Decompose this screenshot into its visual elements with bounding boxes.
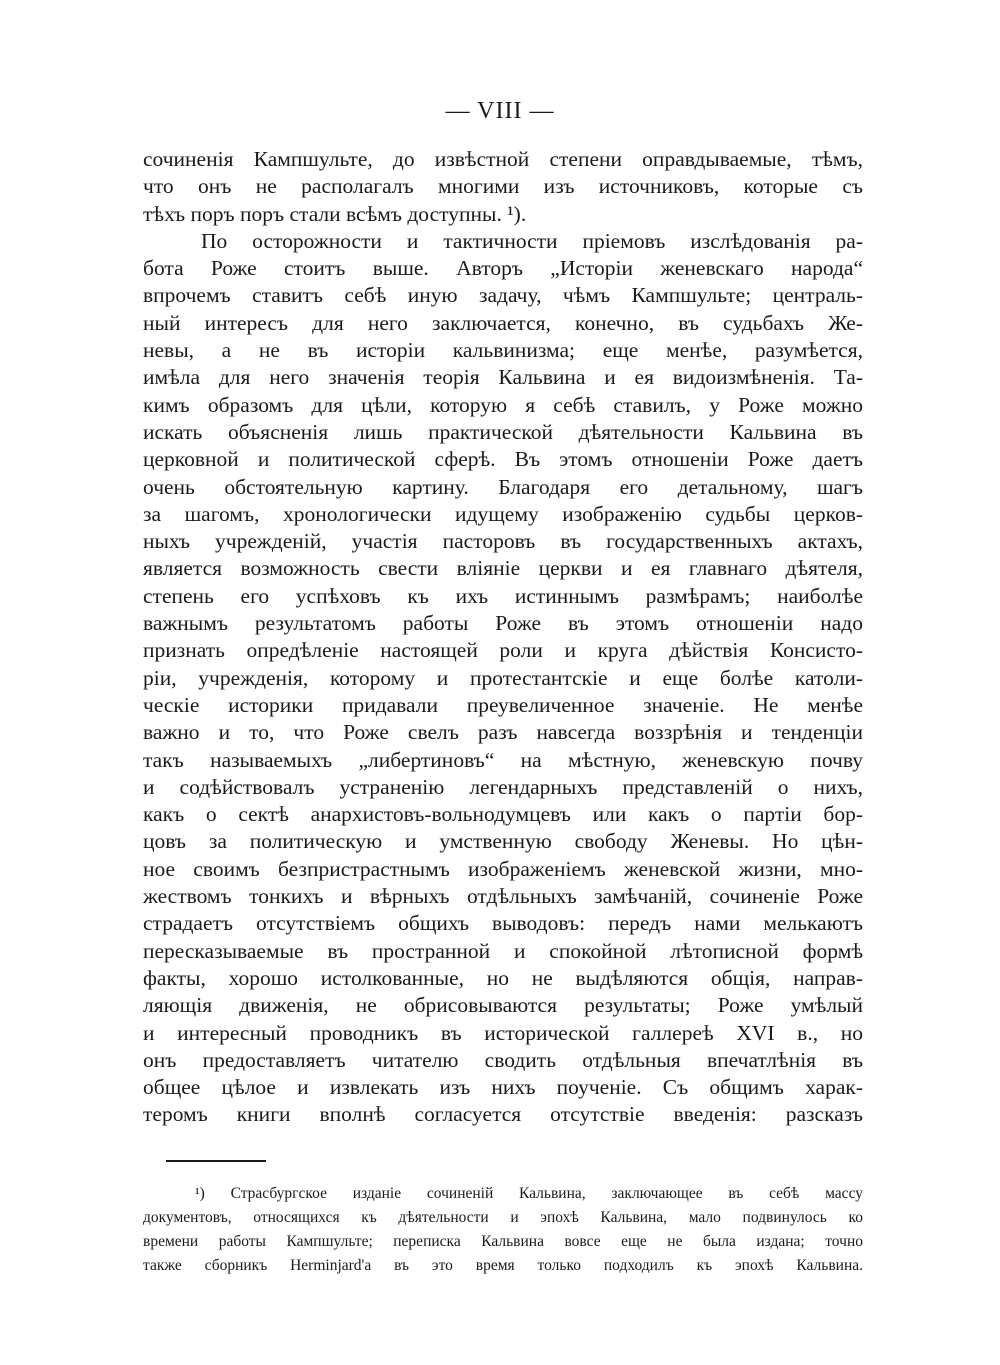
text-line: и интересный проводникъ въ исторической галлереѣ XVI в., но bbox=[143, 1020, 863, 1045]
text-line: пересказываемые въ пространной и спокойной лѣтописной формѣ bbox=[143, 938, 863, 963]
text-line: бота Роже стоитъ выше. Авторъ „Исторіи женевскаго народа“ bbox=[143, 256, 863, 281]
text-line: такъ называемыхъ „либертиновъ“ на мѣстную, женевскую почву bbox=[143, 747, 863, 772]
text-line: важнымъ результатомъ работы Роже въ этомъ отношеніи надо bbox=[143, 611, 863, 636]
text-line: ное своимъ безпристрастнымъ изображеніемъ женевской жизни, мно- bbox=[143, 856, 863, 881]
text-line: степень его успѣховъ къ ихъ истиннымъ размѣрамъ; наиболѣе bbox=[143, 583, 863, 608]
text-line: за шагомъ, хронологически идущему изображенію судьбы церков- bbox=[143, 501, 863, 526]
text-line: какъ о сектѣ анархистовъ-вольнодумцевъ или какъ о партіи бор- bbox=[143, 802, 863, 827]
footnote-line: ¹) Страсбургское изданіе сочиненій Кальвина, заключающее въ себѣ массу bbox=[195, 1185, 863, 1202]
text-line: тѣхъ поръ поръ стали всѣмъ доступны. ¹). bbox=[143, 201, 527, 226]
text-line: признать опредѣленіе настоящей роли и круга дѣйствія Консисто- bbox=[143, 638, 863, 663]
paragraph-first-line: По осторожности и тактичности пріемовъ изслѣдованія ра- bbox=[201, 228, 863, 253]
footnote-line: документовъ, относящихся къ дѣятельности и эпохѣ Кальвина, мало подвинулось ко bbox=[143, 1209, 863, 1226]
text-line: цовъ за политическую и умственную свободу Женевы. Но цѣн- bbox=[143, 829, 863, 854]
footnote-divider bbox=[166, 1160, 266, 1162]
text-line: очень обстоятельную картину. Благодаря его детальному, шагъ bbox=[143, 474, 863, 499]
text-line: искать объясненія лишь практической дѣятельности Кальвина въ bbox=[143, 419, 863, 444]
footnote-line: также сборникъ Herminjard'а въ это время только подходилъ къ эпохѣ Кальвина. bbox=[143, 1257, 863, 1274]
footnotes bbox=[143, 1182, 863, 1278]
text-line: ческіе историки придавали преувеличенное значеніе. Не менѣе bbox=[143, 692, 863, 717]
text-line: общее цѣлое и извлекать изъ нихъ поученіе. Съ общимъ харак- bbox=[143, 1075, 863, 1100]
text-line: невы, а не въ исторіи кальвинизма; еще менѣе, разумѣется, bbox=[143, 338, 863, 363]
text-line: теромъ книги вполнѣ согласуется отсутствіе введенія: разсказъ bbox=[143, 1102, 863, 1127]
text-line: жествомъ тонкихъ и вѣрныхъ отдѣльныхъ замѣчаній, сочиненіе Роже bbox=[143, 884, 863, 909]
footnote-line: времени работы Кампшульте; переписка Кальвина вовсе еще не была издана; точно bbox=[143, 1233, 863, 1250]
text-line: и содѣйствовалъ устраненію легендарныхъ представленій о нихъ, bbox=[143, 774, 863, 799]
text-line: важно и то, что Роже свелъ разъ навсегда воззрѣнія и тенденціи bbox=[143, 720, 863, 745]
text-line: что онъ не располагалъ многими изъ источниковъ, которые съ bbox=[143, 174, 863, 199]
text-line: ныхъ учрежденій, участія пасторовъ въ государственныхъ актахъ, bbox=[143, 529, 863, 554]
text-line: является возможность свести вліяніе церкви и ея главнаго дѣятеля, bbox=[143, 556, 863, 581]
text-line: кимъ образомъ для цѣли, которую я себѣ ставилъ, у Роже можно bbox=[143, 392, 863, 417]
text-line: впрочемъ ставитъ себѣ иную задачу, чѣмъ Кампшульте; централь- bbox=[143, 283, 863, 308]
text-line: онъ предоставляетъ читателю сводить отдѣльныя впечатлѣнія въ bbox=[143, 1047, 863, 1072]
text-line: факты, хорошо истолкованные, но не выдѣляются общія, направ- bbox=[143, 965, 863, 990]
text-line: церковной и политической сферѣ. Въ этомъ отношеніи Роже даетъ bbox=[143, 447, 863, 472]
page-number: — VIII — bbox=[445, 98, 555, 124]
text-line: ріи, учрежденія, которому и протестантскіе и еще болѣе католи- bbox=[143, 665, 863, 690]
text-line: ляющія движенія, не обрисовываются результаты; Роже умѣлый bbox=[143, 993, 863, 1018]
text-line: имѣла для него значенія теорія Кальвина и ея видоизмѣненія. Та- bbox=[143, 365, 863, 390]
body-text bbox=[143, 146, 863, 1129]
text-line: сочиненія Кампшульте, до извѣстной степени оправдываемые, тѣмъ, bbox=[143, 147, 863, 171]
text-line: ный интересъ для него заключается, конечно, въ судьбахъ Же- bbox=[143, 310, 863, 335]
text-line: страдаетъ отсутствіемъ общихъ выводовъ: передъ нами мелькаютъ bbox=[143, 911, 863, 936]
